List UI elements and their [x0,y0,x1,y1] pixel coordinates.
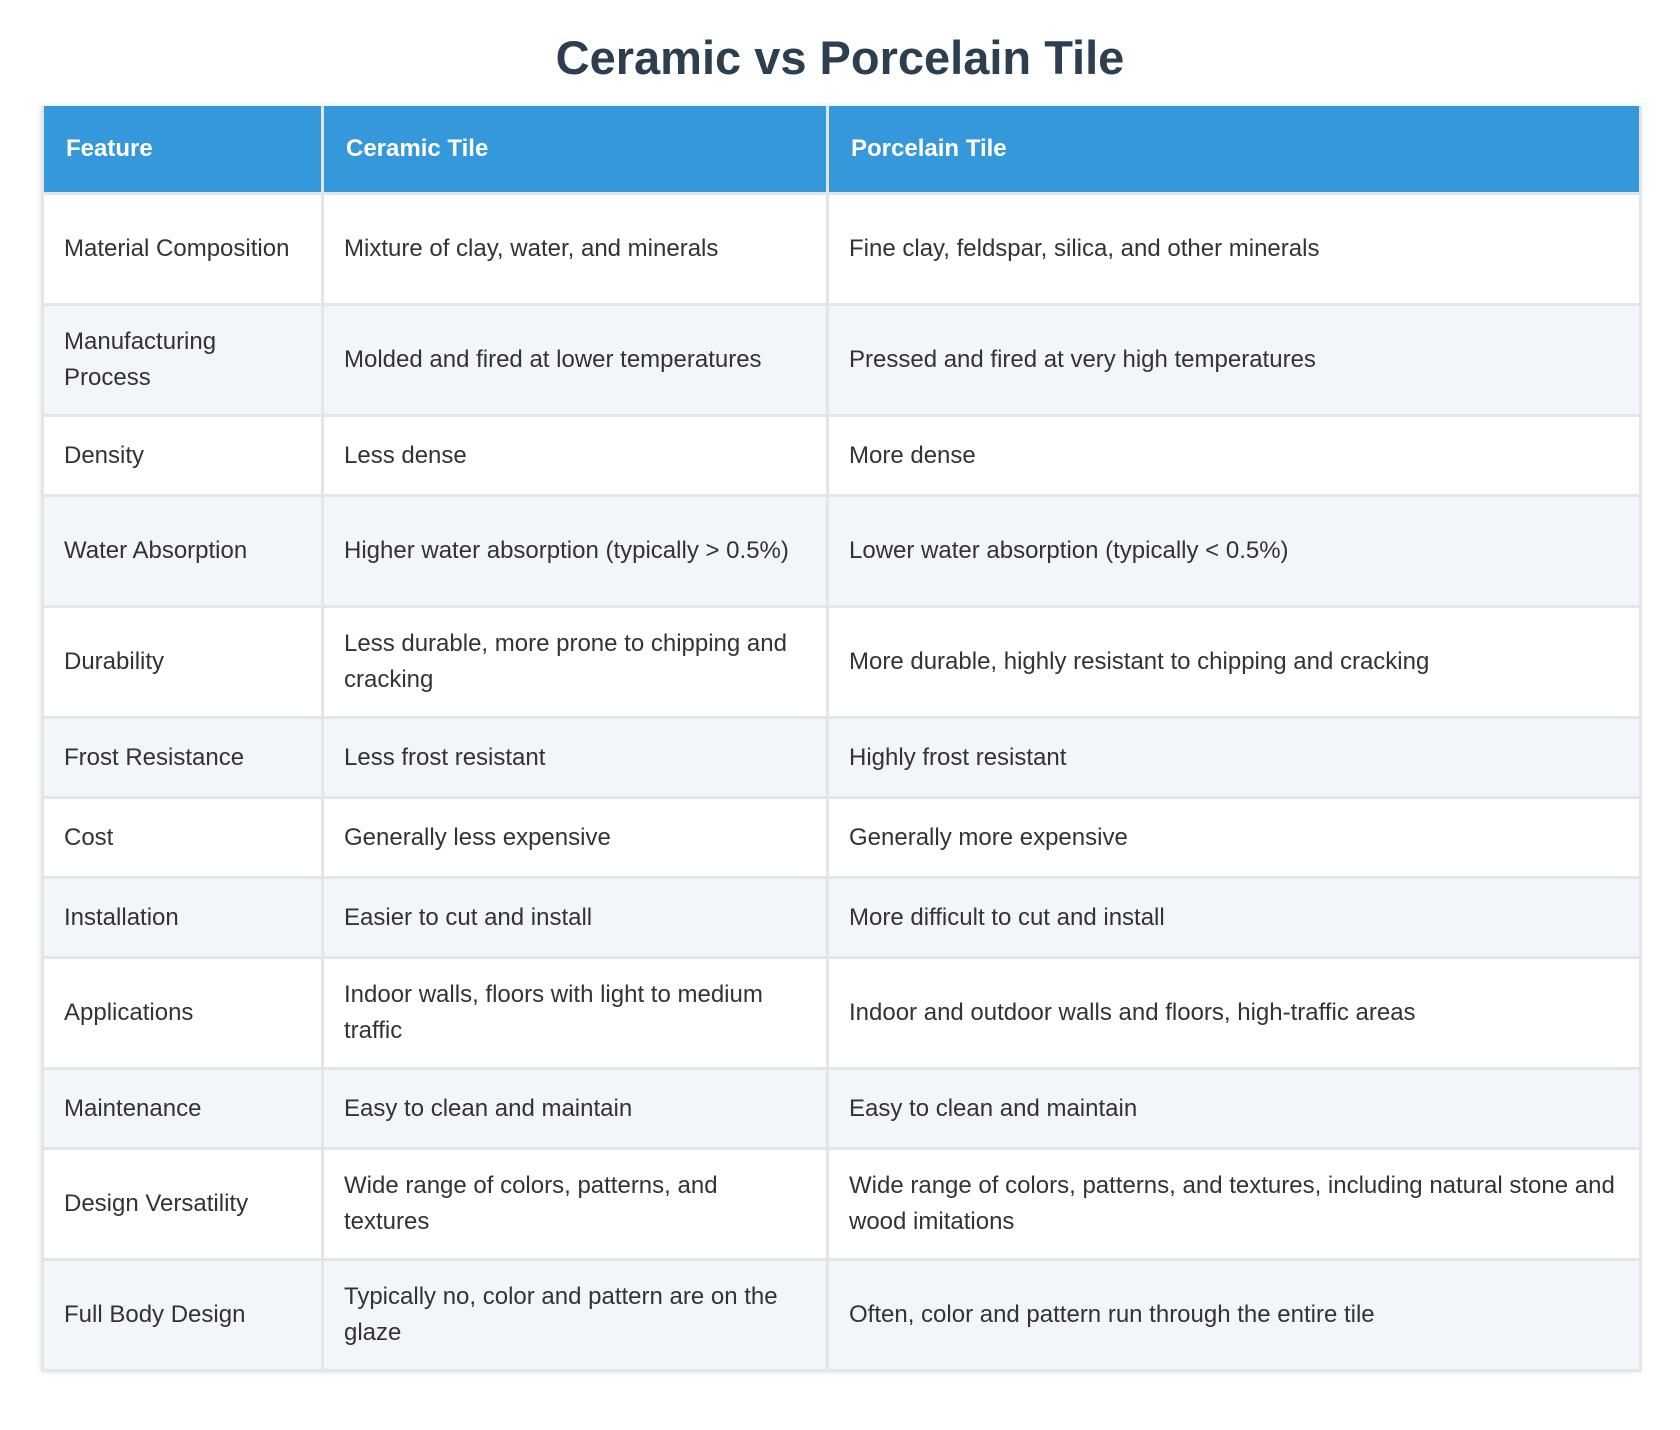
ceramic-cell: Generally less expensive [323,798,828,878]
comparison-table [41,106,1642,1372]
ceramic-cell: Indoor walls, floors with light to medium traffic [323,958,828,1069]
ceramic-cell: Molded and fired at lower temperatures [323,305,828,416]
feature-cell: Density [43,416,323,496]
feature-cell: Maintenance [43,1069,323,1149]
ceramic-cell: Less dense [323,416,828,496]
table-row [43,496,1641,607]
porcelain-cell: More difficult to cut and install [828,878,1641,958]
ceramic-cell: Easy to clean and maintain [323,1069,828,1149]
table-row [43,1069,1641,1149]
ceramic-cell: Typically no, color and pattern are on the glaze [323,1260,828,1371]
porcelain-cell: Lower water absorption (typically < 0.5%) [828,496,1641,607]
header-porcelain-tile: Porcelain Tile [828,106,1641,194]
feature-cell: Full Body Design [43,1260,323,1371]
header-row [43,106,1641,194]
feature-cell: Manufacturing Process [43,305,323,416]
ceramic-cell: Higher water absorption (typically > 0.5%) [323,496,828,607]
feature-cell: Installation [43,878,323,958]
porcelain-cell: Pressed and fired at very high temperatures [828,305,1641,416]
porcelain-cell: Indoor and outdoor walls and floors, high-traffic areas [828,958,1641,1069]
porcelain-cell: More dense [828,416,1641,496]
table-body [43,194,1641,1371]
feature-cell: Water Absorption [43,496,323,607]
porcelain-cell: Generally more expensive [828,798,1641,878]
page-title: Ceramic vs Porcelain Tile [555,31,1125,84]
table-row [43,305,1641,416]
header-ceramic-tile: Ceramic Tile [323,106,828,194]
table-header [43,106,1641,194]
porcelain-cell: Often, color and pattern run through the entire tile [828,1260,1641,1371]
porcelain-cell: Fine clay, feldspar, silica, and other minerals [828,194,1641,305]
ceramic-cell: Wide range of colors, patterns, and textures [323,1149,828,1260]
feature-cell: Durability [43,607,323,718]
table-row [43,416,1641,496]
porcelain-cell: Easy to clean and maintain [828,1069,1641,1149]
table-row [43,194,1641,305]
table-row [43,1260,1641,1371]
table-row [43,958,1641,1069]
ceramic-cell: Less durable, more prone to chipping and cracking [323,607,828,718]
table-row [43,878,1641,958]
feature-cell: Material Composition [43,194,323,305]
header-feature: Feature [43,106,323,194]
ceramic-cell: Less frost resistant [323,718,828,798]
table-row [43,607,1641,718]
feature-cell: Applications [43,958,323,1069]
porcelain-cell: More durable, highly resistant to chipping and cracking [828,607,1641,718]
feature-cell: Frost Resistance [43,718,323,798]
feature-cell: Cost [43,798,323,878]
porcelain-cell: Highly frost resistant [828,718,1641,798]
ceramic-cell: Mixture of clay, water, and minerals [323,194,828,305]
ceramic-cell: Easier to cut and install [323,878,828,958]
table-row [43,798,1641,878]
table-row [43,718,1641,798]
feature-cell: Design Versatility [43,1149,323,1260]
comparison-table-container [41,106,1639,1372]
table-row [43,1149,1641,1260]
porcelain-cell: Wide range of colors, patterns, and textures, including natural stone and wood imitations [828,1149,1641,1260]
